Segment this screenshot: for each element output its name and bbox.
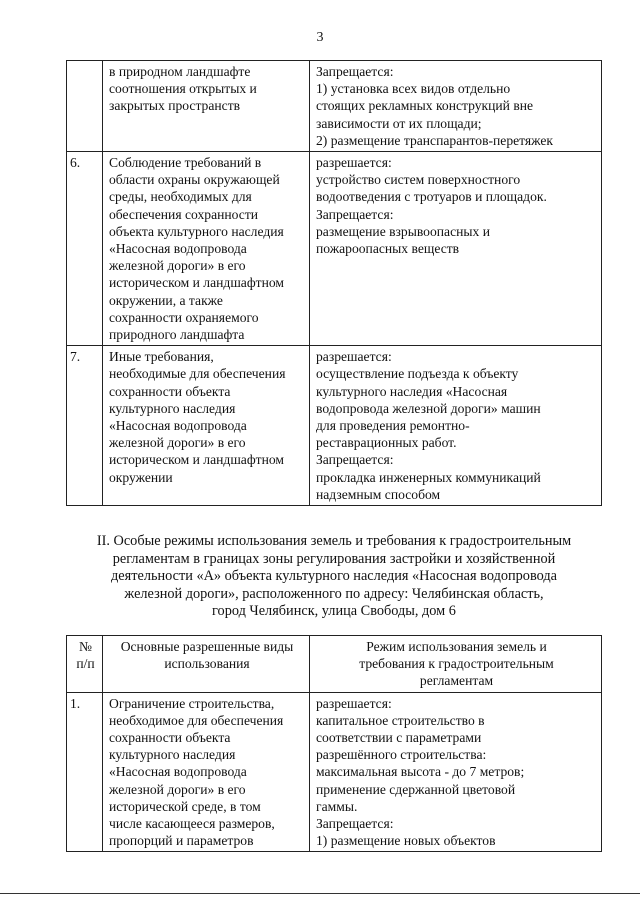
requirement-line: области охраны окружающей	[109, 172, 280, 188]
requirement-line: культурного наследия	[109, 747, 236, 763]
heading-line: железной дороги», расположенного по адресу: Челябинская область,	[124, 585, 544, 602]
regime-line: разрешается:	[316, 695, 392, 711]
regime-cell	[310, 346, 602, 506]
page-number: 3	[316, 30, 324, 45]
header-line: Режим использования земель и	[366, 639, 547, 654]
heading-line: II. Особые режимы использования земель и требования к градостроительным	[96, 533, 572, 549]
requirement-line: закрытых пространств	[109, 98, 241, 114]
regime-line: Запрещается:	[316, 64, 394, 79]
regime-line: 2) размещение транспарантов-перетяжек	[316, 132, 554, 148]
regime-line: максимальная высота - до 7 метров;	[316, 764, 525, 780]
zone-regulations-table	[66, 635, 602, 852]
heading-line: город Челябинск, улица Свободы, дом 6	[212, 603, 456, 620]
regime-line: стоящих рекламных конструкций вне	[316, 98, 534, 114]
header-regime	[310, 636, 602, 693]
requirement-cell	[103, 61, 310, 152]
requirement-cell	[103, 346, 310, 506]
header-line: регламентам	[419, 673, 494, 689]
requirement-line: «Насосная водопровода	[109, 764, 247, 780]
requirement-line: Ограничение строительства,	[109, 695, 275, 711]
requirement-line: окружении	[109, 469, 173, 485]
regime-line: устройство систем поверхностного	[316, 172, 521, 188]
header-line: использования	[164, 656, 250, 672]
section-heading	[74, 533, 594, 621]
requirement-line: «Насосная водопровода	[109, 241, 247, 257]
requirement-line: пропорций и параметров	[109, 833, 254, 849]
regime-line: водопровода железной дороги» машин	[316, 400, 541, 416]
header-uses	[103, 636, 310, 693]
requirement-line: историческом и ландшафтном	[109, 275, 284, 291]
header-line: требования к градостроительным	[359, 656, 554, 672]
requirement-line: Иные требования,	[109, 349, 214, 365]
regime-line: применение сдержанной цветовой	[316, 781, 516, 797]
regime-line: капитальное строительство в	[316, 712, 485, 728]
table-header-row	[67, 636, 602, 693]
page-bottom-rule	[0, 893, 640, 894]
regime-line: Запрещается:	[316, 452, 394, 468]
table-row	[67, 346, 602, 506]
requirement-line: сохранности объекта	[109, 730, 231, 746]
regime-line: 1) установка всех видов отдельно	[316, 81, 511, 97]
regulations-table-continued	[66, 60, 602, 506]
requirement-line: в природном ландшафте	[109, 64, 251, 79]
row-number: 6.	[67, 152, 103, 346]
requirement-cell	[103, 692, 310, 852]
regime-line: надземным способом	[316, 486, 441, 502]
regime-line: реставрационных работ.	[316, 435, 457, 451]
regime-line: разрешённого строительства:	[316, 747, 487, 763]
requirement-line: обеспечения сохранности	[109, 206, 259, 222]
requirement-line: железной дороги» в его	[109, 781, 246, 797]
regime-line: зависимости от их площади;	[316, 115, 482, 131]
requirement-line: исторической среде, в том	[109, 798, 261, 814]
regime-line: Запрещается:	[316, 206, 394, 222]
requirement-line: необходимое для обеспечения	[109, 712, 284, 728]
regime-line: осуществление подъезда к объекту	[316, 366, 519, 382]
requirement-line: природного ландшафта	[109, 327, 245, 343]
regime-line: разрешается:	[316, 155, 392, 171]
row-number: 7.	[67, 346, 103, 506]
regime-line: Запрещается:	[316, 816, 394, 832]
requirement-line: соотношения открытых и	[109, 81, 257, 97]
row-number	[67, 61, 103, 152]
regime-line: культурного наследия «Насосная	[316, 383, 508, 399]
regime-line: размещение взрывоопасных и	[316, 223, 490, 239]
header-line: №	[79, 639, 92, 654]
requirement-line: железной дороги» в его	[109, 258, 246, 274]
requirement-line: необходимые для обеспечения	[109, 366, 286, 382]
regime-line: для проведения ремонтно-	[316, 418, 470, 434]
requirement-line: среды, необходимых для	[109, 189, 252, 205]
regime-line: пожароопасных веществ	[316, 241, 460, 257]
regime-line: разрешается:	[316, 349, 392, 365]
requirement-line: сохранности охраняемого	[109, 309, 259, 325]
requirement-line: числе касающееся размеров,	[109, 816, 275, 832]
requirement-line: историческом и ландшафтном	[109, 452, 284, 468]
requirement-cell	[103, 152, 310, 346]
regime-line: водоотведения с тротуаров и площадок.	[316, 189, 547, 205]
regime-cell	[310, 152, 602, 346]
requirement-line: «Насосная водопровода	[109, 418, 247, 434]
requirement-line: культурного наследия	[109, 400, 236, 416]
heading-line: регламентам в границах зоны регулирования застройки и хозяйственной	[112, 550, 556, 567]
requirement-line: объекта культурного наследия	[109, 223, 284, 239]
header-line: Основные разрешенные виды	[120, 639, 294, 654]
regime-line: прокладка инженерных коммуникаций	[316, 469, 541, 485]
regime-cell	[310, 61, 602, 152]
requirement-line: сохранности объекта	[109, 383, 231, 399]
regime-cell	[310, 692, 602, 852]
regime-line: соответствии с параметрами	[316, 730, 482, 746]
requirement-line: железной дороги» в его	[109, 435, 246, 451]
table-row	[67, 152, 602, 346]
row-number: 1.	[67, 692, 103, 852]
regime-line: гаммы.	[316, 798, 358, 814]
table-row	[67, 61, 602, 152]
requirement-line: окружении, а также	[109, 292, 223, 308]
requirement-line: Соблюдение требований в	[109, 155, 262, 171]
header-line: п/п	[76, 656, 95, 672]
table-row	[67, 692, 602, 852]
header-number	[67, 636, 103, 693]
heading-line: деятельности «А» объекта культурного наследия «Насосная водопровода	[111, 568, 557, 585]
regime-line: 1) размещение новых объектов	[316, 833, 496, 849]
